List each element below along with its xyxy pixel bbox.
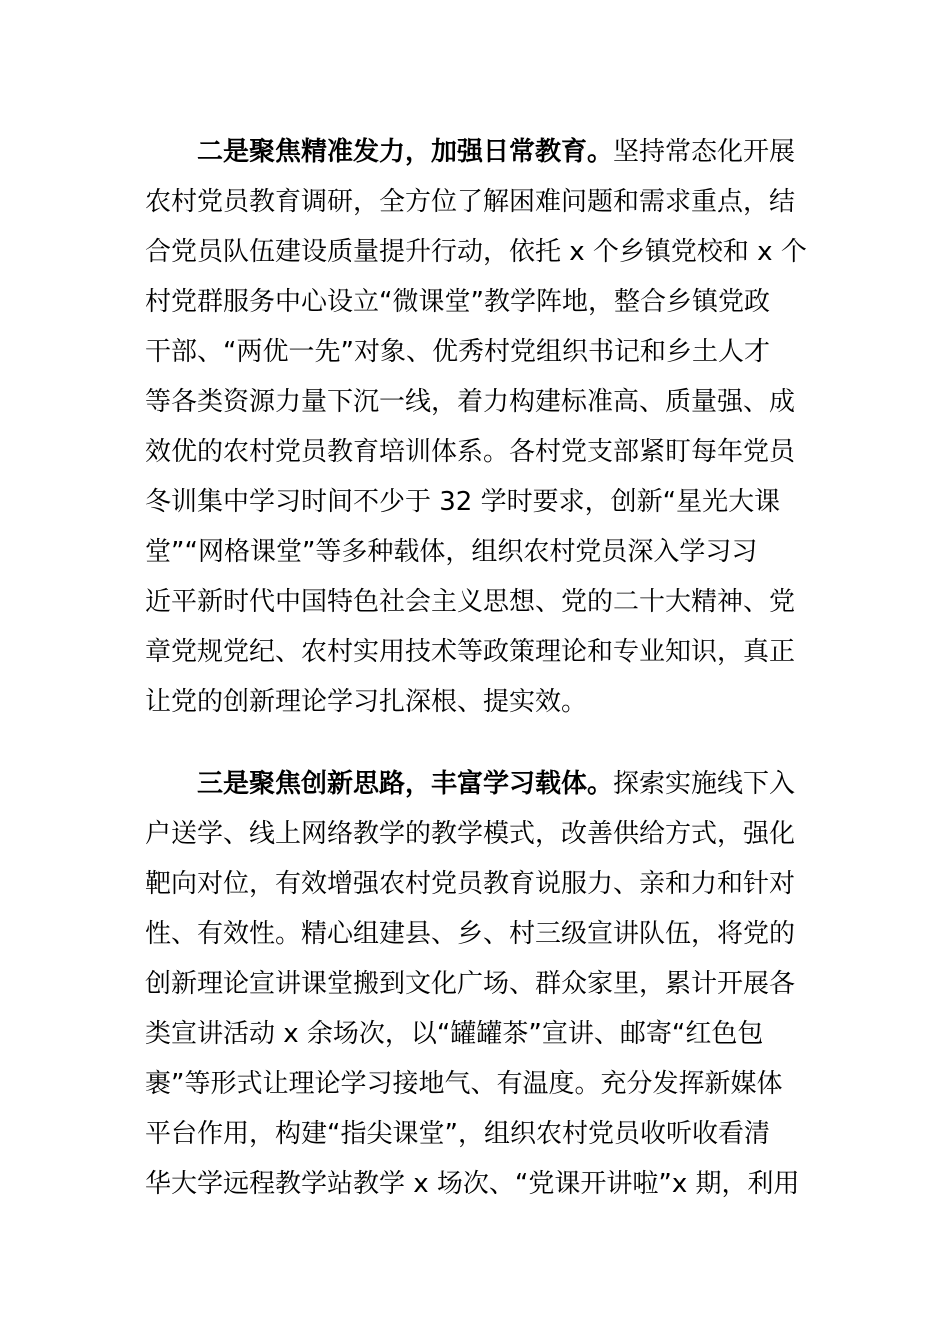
paragraph-learning-carriers [145,759,825,1209]
text-line: 让党的创新理论学习扎深根、提实效。 [145,687,588,717]
text-line: 靶向对位，有效增强农村党员教育说服力、亲和力和针对 [145,869,796,899]
paragraph-first-line [145,759,825,809]
text-line: 合党员队伍建设质量提升行动，依托 x 个乡镇党校和 x 个 [145,237,807,267]
paragraph-daily-education [145,127,825,727]
text-line: 干部、“两优一先”对象、优秀村党组织书记和乡土人才 [145,337,770,367]
paragraph-first-line [145,127,825,177]
text-line: 裹”等形式让理论学习接地气、有温度。充分发挥新媒体 [145,1069,783,1099]
text-line: 近平新时代中国特色社会主义思想、党的二十大精神、党 [145,587,796,617]
paragraph-heading: 二是聚焦精准发力，加强日常教育。 [197,137,614,167]
text-line: 创新理论宣讲课堂搬到文化广场、群众家里，累计开展各 [145,969,796,999]
text-line: 户送学、线上网络教学的教学模式，改善供给方式，强化 [145,819,796,849]
text-line: 章党规党纪、农村实用技术等政策理论和专业知识，真正 [145,637,796,667]
text-line: 村党群服务中心设立“微课堂”教学阵地，整合乡镇党政 [145,287,770,317]
paragraph-heading: 三是聚焦创新思路，丰富学习载体。 [197,769,614,799]
text-line: 性、有效性。精心组建县、乡、村三级宣讲队伍，将党的 [145,919,796,949]
text-line: 堂”“网格课堂”等多种载体，组织农村党员深入学习习 [145,537,758,567]
text-line: 农村党员教育调研，全方位了解困难问题和需求重点，结 [145,187,796,217]
text-line: 等各类资源力量下沉一线，着力构建标准高、质量强、成 [145,387,796,417]
text-line: 类宣讲活动 x 余场次，以“罐罐茶”宣讲、邮寄“红色包 [145,1019,764,1049]
text-line: 探索实施线下入 [613,769,796,799]
text-line: 坚持常态化开展 [613,137,796,167]
text-line: 平台作用，构建“指尖课堂”，组织农村党员收听收看清 [145,1119,770,1149]
text-line: 效优的农村党员教育培训体系。各村党支部紧盯每年党员 [145,437,796,467]
text-line: 华大学远程教学站教学 x 场次、“党课开讲啦”x 期，利用 [145,1169,800,1199]
text-line: 冬训集中学习时间不少于 32 学时要求，创新“星光大课 [145,487,781,517]
